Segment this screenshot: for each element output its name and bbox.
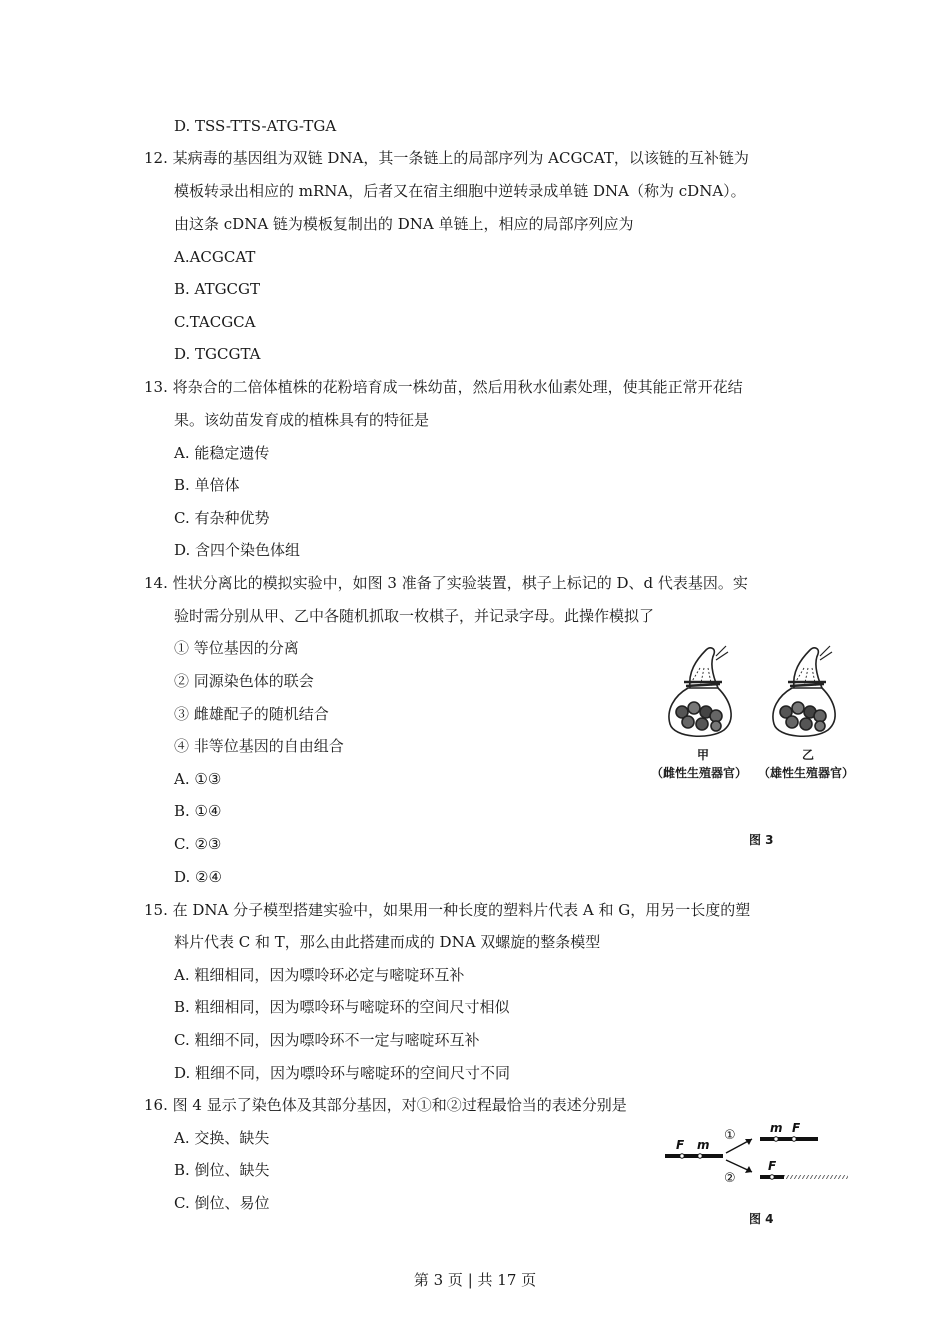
- q14-item-1: ① 等位基因的分离: [174, 639, 299, 657]
- q12-option-c: C.TACGCA: [174, 313, 256, 331]
- q14-stem-line-1: 14. 性状分离比的模拟实验中，如图 3 准备了实验装置，棋子上标记的 D、d 代表基因。实: [144, 574, 748, 592]
- q14-option-b: B. ①④: [174, 802, 222, 820]
- q14-item-3: ③ 雌雄配子的随机结合: [174, 705, 329, 723]
- bag-jia-desc: （雌性生殖器官）: [651, 766, 748, 780]
- q14-item-4: ④ 非等位基因的自由组合: [174, 737, 344, 755]
- figure-4-caption: 图 4: [749, 1212, 774, 1226]
- gene-label-f-bottom: F: [768, 1159, 777, 1173]
- q16-option-b: B. 倒位、缺失: [174, 1161, 270, 1179]
- page-footer: 第 3 页 | 共 17 页: [413, 1271, 537, 1289]
- q13-stem-line-2: 果。该幼苗发育成的植株具有的特征是: [174, 411, 430, 429]
- bag-yi-desc: （雄性生殖器官）: [758, 766, 855, 780]
- q13-option-a: A. 能稳定遗传: [174, 444, 270, 462]
- q16-option-a: A. 交换、缺失: [174, 1129, 270, 1147]
- chromosome-original: [665, 1154, 723, 1158]
- q16-option-c: C. 倒位、易位: [174, 1194, 270, 1212]
- q14-option-a: A. ①③: [174, 770, 222, 788]
- q13-option-b: B. 单倍体: [174, 476, 240, 494]
- chromosome-result-2-hatched: [784, 1175, 848, 1179]
- q13-option-c: C. 有杂种优势: [174, 509, 270, 527]
- gene-label-m-left: m: [697, 1138, 710, 1152]
- q15-option-a: A. 粗细相同，因为嘌呤环必定与嘧啶环互补: [174, 966, 465, 984]
- q13-option-d: D. 含四个染色体组: [174, 541, 301, 559]
- bag-yi-icon: [773, 646, 835, 736]
- q15-option-d: D. 粗细不同，因为嘌呤环与嘧啶环的空间尺寸不同: [174, 1064, 511, 1082]
- q15-option-b: B. 粗细相同，因为嘌呤环与嘧啶环的空间尺寸相似: [174, 998, 510, 1016]
- bag-yi-label: 乙: [802, 748, 815, 762]
- q12-stem-line-2: 模板转录出相应的 mRNA，后者又在宿主细胞中逆转录成单链 DNA（称为 cDNA）。: [174, 182, 746, 200]
- gene-label-f-top: F: [792, 1121, 801, 1135]
- q14-stem-line-2: 验时需分别从甲、乙中各随机抓取一枚棋子，并记录字母。此操作模拟了: [174, 607, 655, 625]
- step-2-marker: ②: [724, 1171, 736, 1186]
- q12-stem-line-3: 由这条 cDNA 链为模板复制出的 DNA 单链上，相应的局部序列应为: [174, 215, 634, 233]
- figure-3-bags: [660, 642, 860, 742]
- figure-3-caption: 图 3: [749, 833, 774, 847]
- q12-option-b: B. ATGCGT: [174, 280, 261, 298]
- step-1-marker: ①: [724, 1128, 736, 1143]
- q13-stem-line-1: 13. 将杂合的二倍体植株的花粉培育成一株幼苗，然后用秋水仙素处理，使其能正常开花结: [144, 378, 743, 396]
- gene-label-f-left: F: [676, 1138, 685, 1152]
- gene-label-m-top: m: [770, 1121, 783, 1135]
- q14-item-2: ② 同源染色体的联会: [174, 672, 314, 690]
- chromosome-result-1: [760, 1137, 818, 1141]
- figure-4-chromosome: [660, 1120, 855, 1190]
- q16-stem-line-1: 16. 图 4 显示了染色体及其部分基因，对①和②过程最恰当的表述分别是: [144, 1096, 627, 1114]
- bag-jia-label: 甲: [697, 748, 710, 762]
- bag-jia-icon: [669, 646, 731, 736]
- q12-stem-line-1: 12. 某病毒的基因组为双链 DNA，其一条链上的局部序列为 ACGCAT，以该链的互补链为: [144, 149, 749, 167]
- q12-option-d: D. TGCGTA: [174, 345, 261, 363]
- q11-option-d: D. TSS-TTS-ATG-TGA: [174, 117, 337, 135]
- q15-stem-line-1: 15. 在 DNA 分子模型搭建实验中，如果用一种长度的塑料片代表 A 和 G，用另一长度的塑: [144, 901, 751, 919]
- q15-stem-line-2: 料片代表 C 和 T，那么由此搭建而成的 DNA 双螺旋的整条模型: [174, 933, 601, 951]
- q14-option-c: C. ②③: [174, 835, 222, 853]
- q14-option-d: D. ②④: [174, 868, 222, 886]
- q15-option-c: C. 粗细不同，因为嘌呤环不一定与嘧啶环互补: [174, 1031, 480, 1049]
- q12-option-a: A.ACGCAT: [174, 248, 256, 266]
